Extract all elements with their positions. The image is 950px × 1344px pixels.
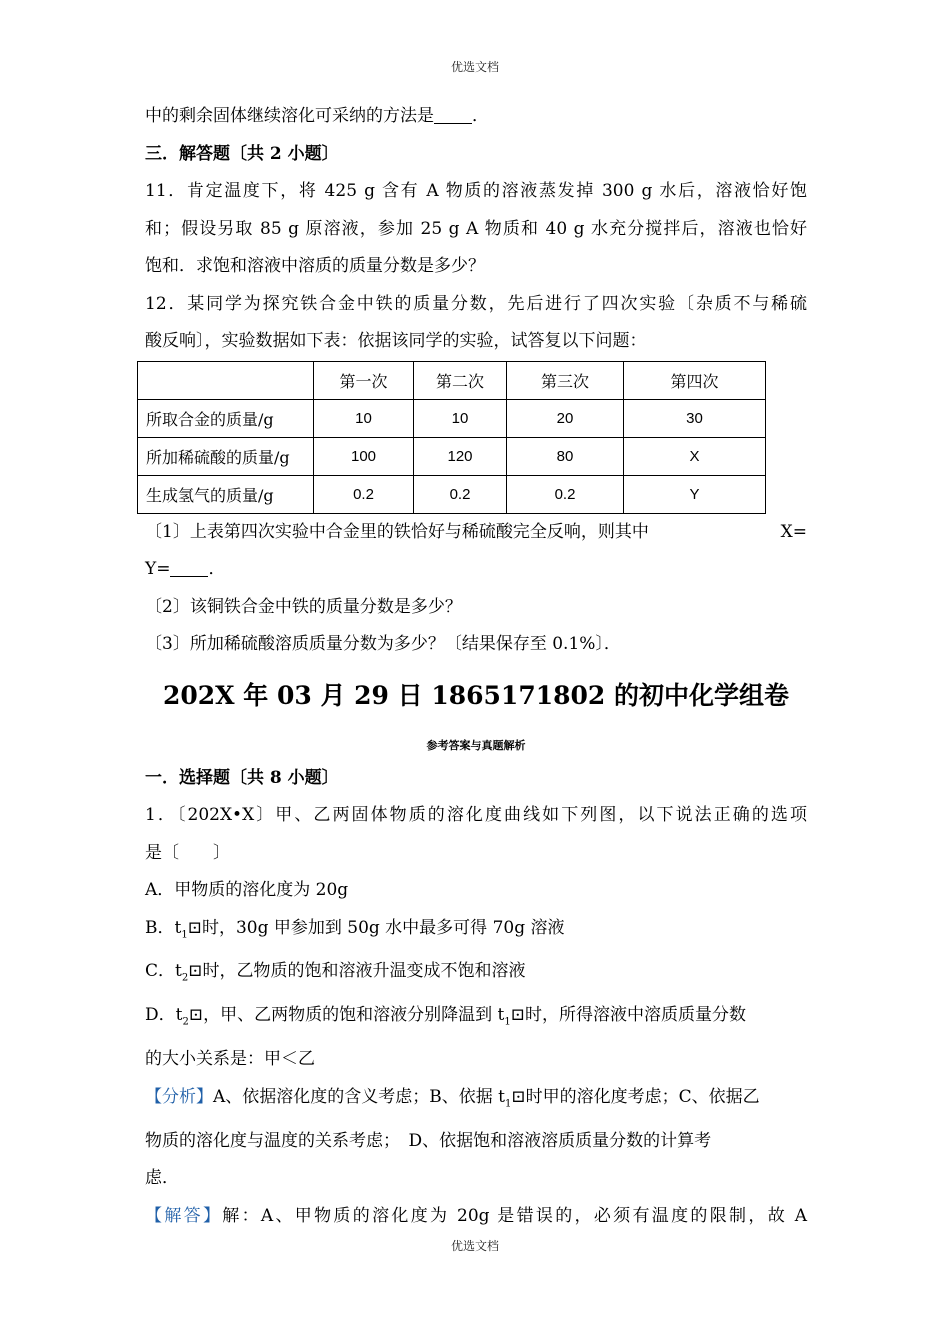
table-cell: 120 xyxy=(414,437,507,475)
row-header: 生成氢气的质量/g xyxy=(138,475,314,513)
text-line: 和；假设另取 85 g 原溶液，参加 25 g A 物质和 40 g 水充分搅拌后，溶液也恰好 xyxy=(145,218,807,239)
table-cell: X xyxy=(624,437,766,475)
option-a: A．甲物质的溶化度为 20g xyxy=(145,880,349,900)
table-cell: 10 xyxy=(414,399,507,437)
section-heading: 一．选择题〔共 8 小题〕 xyxy=(145,767,339,788)
answer-blank xyxy=(170,556,208,577)
table-cell: 0.2 xyxy=(507,475,624,513)
text-line: 虑． xyxy=(145,1168,179,1189)
table-cell: 10 xyxy=(314,399,414,437)
option-c: C．$t_2⊡$时，乙物质的饱和溶液升温变成不饱和溶液 xyxy=(145,961,526,984)
document-body xyxy=(145,98,807,1235)
text-line: 中的剩余固体继续溶化可采纳的方法是 ． xyxy=(145,98,807,136)
text-line: 〔2〕该铜铁合金中铁的质量分数是多少？ xyxy=(145,596,462,617)
text-line: 酸反响〕，实验数据如下表：依据该同学的实验，试答复以下问题： xyxy=(145,331,647,351)
analysis-line: 【分析】A、依据溶化度的含义考虑；B、依据 $t_1⊡$时甲的溶化度考虑；C、依据乙 xyxy=(145,1086,760,1110)
text-line: 〔1〕上表第四次实验中合金里的铁恰好与稀硫酸完全反响，则其中 X= xyxy=(145,521,807,542)
analysis-tag: 【分析】 xyxy=(145,1086,213,1107)
table-header-cell: 第三次 xyxy=(507,361,624,399)
table-row xyxy=(138,437,766,475)
table-cell: 30 xyxy=(624,399,766,437)
table-cell: Y xyxy=(624,475,766,513)
table-header-cell: 第四次 xyxy=(624,361,766,399)
answer-tag: 【解答】 xyxy=(145,1205,223,1226)
table-header-cell xyxy=(138,361,314,399)
table-header-row xyxy=(138,361,766,399)
table-row xyxy=(138,399,766,437)
text-line: 饱和．求饱和溶液中溶质的质量分数是多少？ xyxy=(145,256,485,276)
table-header-cell: 第二次 xyxy=(414,361,507,399)
row-header: 所加稀硫酸的质量/g xyxy=(138,437,314,475)
section-heading: 三．解答题〔共 2 小题〕 xyxy=(145,143,339,164)
text-line: 〔3〕所加稀硫酸溶质质量分数为多少？〔结果保存至 0.1%〕． xyxy=(145,634,621,654)
table-cell: 80 xyxy=(507,437,624,475)
page-subtitle: 参考答案与真题解析 xyxy=(426,738,526,752)
option-d: D．$t_2⊡$，甲、乙两物质的饱和溶液分别降温到 $t_1⊡$时，所得溶液中溶质质量分数 xyxy=(145,1005,746,1028)
data-table xyxy=(137,361,766,514)
answer-blank xyxy=(434,103,472,124)
text-line: 物质的溶化度与温度的关系考虑； D、依据饱和溶液溶质质量分数的计算考 xyxy=(145,1130,712,1151)
row-header: 所取合金的质量/g xyxy=(138,399,314,437)
page-footer: 优选文档 xyxy=(450,1239,499,1253)
text-line: Y= ． xyxy=(145,551,807,589)
table-cell: 20 xyxy=(507,399,624,437)
text-line: 11．肯定温度下，将 425 g 含有 A 物质的溶液蒸发掉 300 g 水后，溶液恰好饱 xyxy=(145,181,807,201)
text-line: 是〔 〕 xyxy=(145,842,230,863)
text-line: 12．某同学为探究铁合金中铁的质量分数，先后进行了四次实验〔杂质不与稀硫 xyxy=(145,293,807,314)
text-line: 的大小关系是：甲＜乙 xyxy=(145,1049,315,1070)
table-row xyxy=(138,475,766,513)
page-title: 202X 年 03 月 29 日 1865171802 的初中化学组卷 xyxy=(162,680,790,710)
table-cell: 0.2 xyxy=(414,475,507,513)
table-cell: 0.2 xyxy=(314,475,414,513)
page-header: 优选文档 xyxy=(450,60,499,74)
option-b: B．$t_1⊡$时，30g 甲参加到 50g 水中最多可得 70g 溶液 xyxy=(145,917,565,940)
answer-line: 【解答】解：A、甲物质的溶化度为 20g 是错误的，必须有温度的限制，故 A xyxy=(145,1205,808,1226)
text-line: 1．〔202X•X〕甲、乙两固体物质的溶化度曲线如下列图，以下说法正确的选项 xyxy=(145,805,807,825)
table-header-cell: 第一次 xyxy=(314,361,414,399)
table-cell: 100 xyxy=(314,437,414,475)
